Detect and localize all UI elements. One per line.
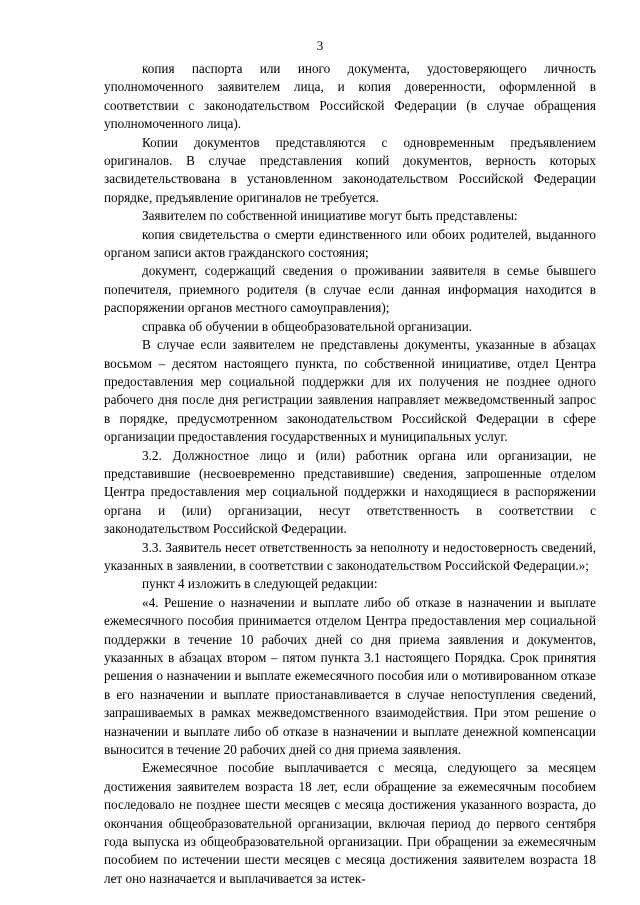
- paragraph: документ, содержащий сведения о проживании заявителя в семье бывшего попечителя, приемного родителя (в случае если данная информация находится в распоряжении органов местного самоуправления);: [104, 263, 596, 316]
- paragraph: Заявителем по собственной инициативе могут быть представлены:: [142, 208, 518, 224]
- paragraph: Копии документов представляются с одновременным предъявлением оригиналов. В случае представления копий документов, верность которых засвидетельствована в установленном законодательством Российской Федерации порядке, предъявление оригиналов не требуется.: [104, 134, 596, 205]
- document-body: [104, 60, 596, 888]
- paragraph: 3.3. Заявитель несет ответственность за неполноту и недостоверность сведений, указанных в заявлении, в соответствии с законодательством Российской Федерации.»;: [104, 539, 596, 573]
- paragraph: копия паспорта или иного документа, удостоверяющего личность уполномоченного заявителем лица, и копия доверенности, оформленной в соответствии с законодательством Российской Федерации (в случае обращения уполномоченного лица).: [104, 61, 596, 132]
- paragraph: Ежемесячное пособие выплачивается с месяца, следующего за месяцем достижения заявителем возраста 18 лет, если обращение за ежемесячным пособием последовало не позднее шести месяцев с месяца достижения указанного возраста, до окончания общеобразовательной организации, включая период до первого сентября года выпуска из общеобразовательной организации. При обращении за ежемесячным пособием по истечении шести месяцев с месяца достижения заявителем возраста 18 лет оно назначается и выплачивается за истек-: [104, 760, 596, 886]
- paragraph: «4. Решение о назначении и выплате либо об отказе в назначении и выплате ежемесячного пособия принимается отделом Центра предоставления мер социальной поддержки в течение 10 рабочих дней со дня приема заявления и документов, указанных в абзацах втором – пятом пункта 3.1 настоящего Порядка. Срок принятия решения о назначении и выплате ежемесячного пособия или о мотивированном отказе в его назначении и выплате приостанавливается в случае непоступления сведений, запрашиваемых в рамках межведомственного взаимодействия. При этом решение о назначении и выплате либо об отказе в назначении и выплате денежной компенсации выносится в течение 20 рабочих дней со дня приема заявления.: [104, 594, 596, 758]
- paragraph: 3.2. Должностное лицо и (или) работник органа или организации, не представившие (несвоевременно представившие) сведения, запрошенные отделом Центра предоставления мер социальной поддержки и находящиеся в распоряжении органа и (или) организации, несут ответственность в соответствии с законодательством Российской Федерации.: [104, 447, 596, 537]
- page-number: 3: [316, 38, 324, 53]
- paragraph: копия свидетельства о смерти единственного или обоих родителей, выданного органом записи актов гражданского состояния;: [104, 226, 596, 261]
- paragraph: пункт 4 изложить в следующей редакции:: [142, 576, 378, 592]
- paragraph: В случае если заявителем не представлены документы, указанные в абзацах восьмом – десятом настоящего пункта, по собственной инициативе, отдел Центра предоставления мер социальной поддержки для их получения не позднее одного рабочего дня после дня регистрации заявления направляет межведомственный запрос в порядке, предусмотренном законодательством Российской Федерации в сфере организации предоставления государственных и муниципальных услуг.: [104, 337, 596, 445]
- paragraph: справка об обучении в общеобразовательной организации.: [142, 318, 473, 334]
